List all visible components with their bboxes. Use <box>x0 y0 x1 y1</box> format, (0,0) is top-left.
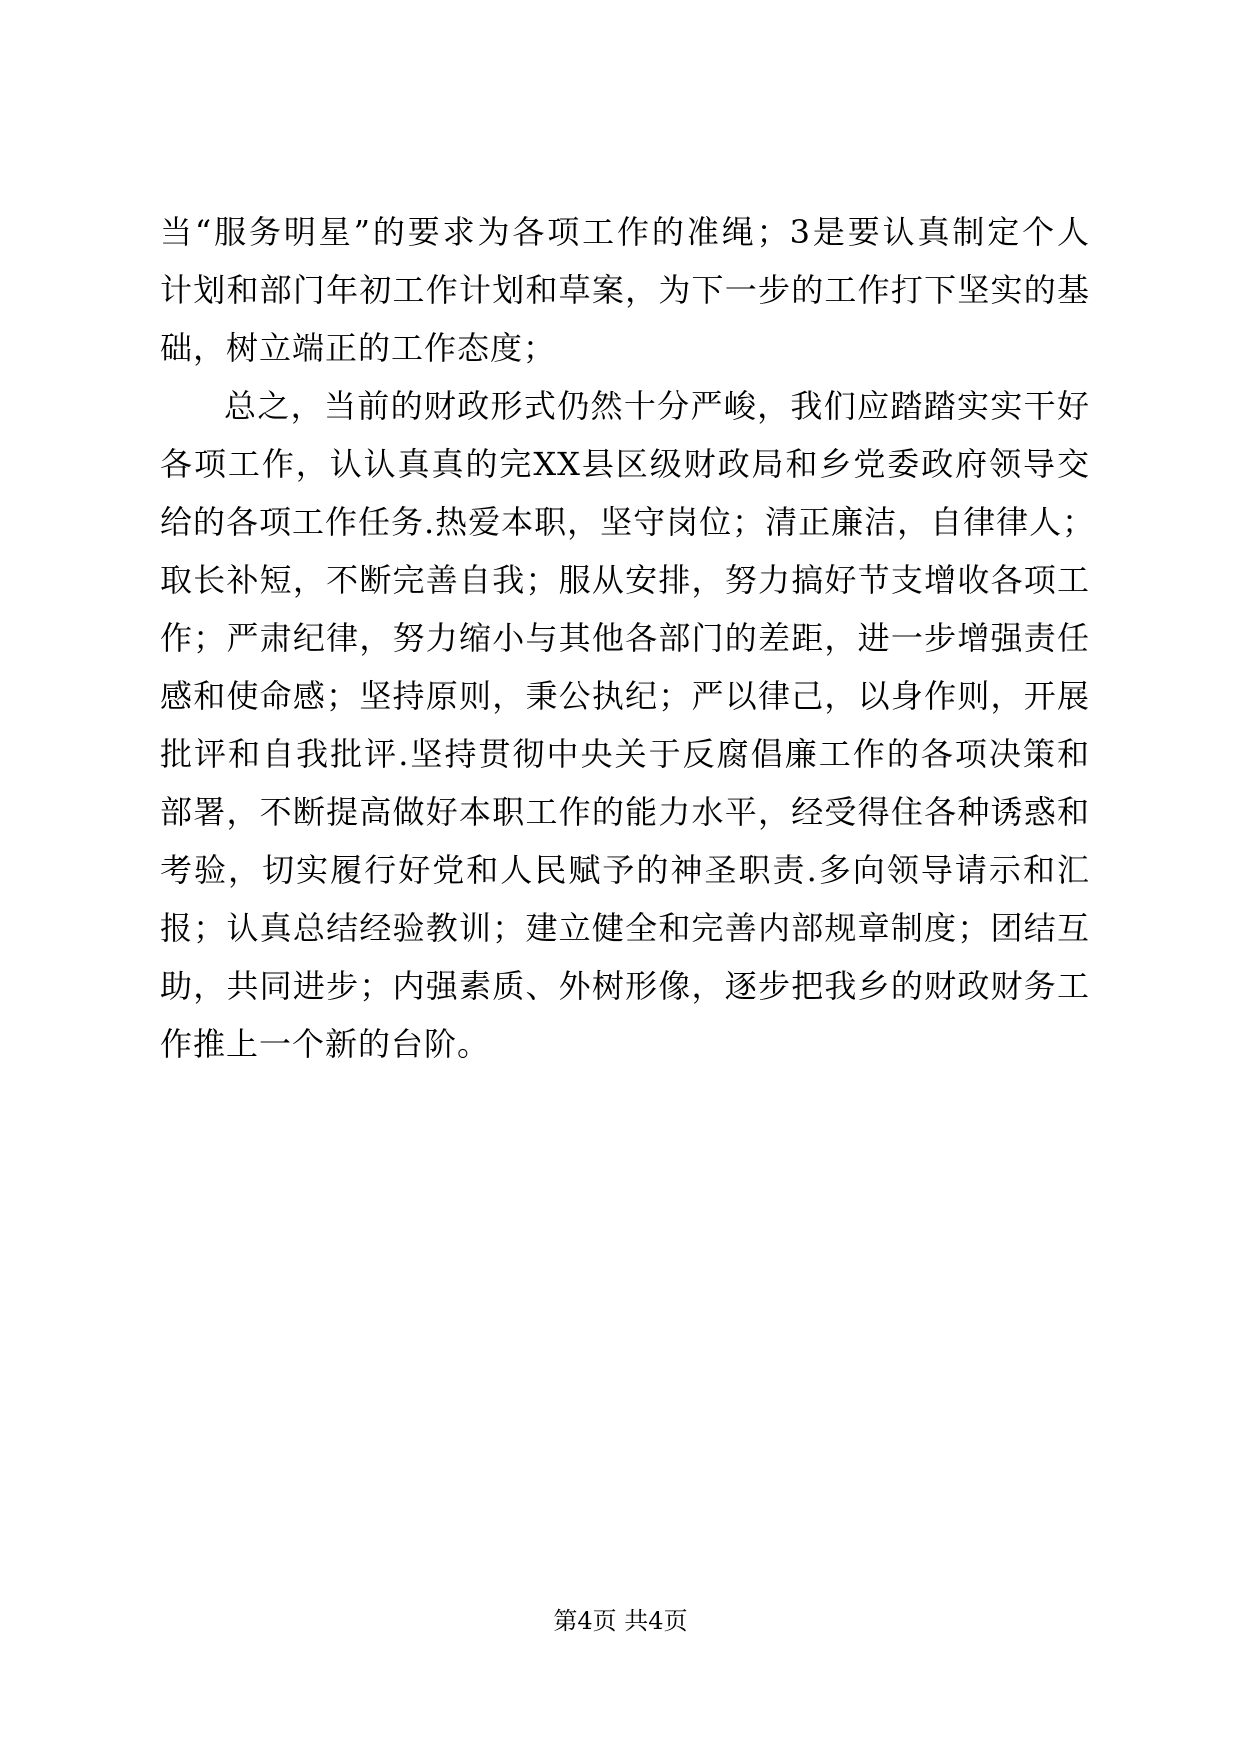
paragraph-first-line: 总之，当前的财政形式仍然十分严峻，我们应踏踏实实干好 <box>224 387 1090 425</box>
paragraph-line: 取长补短，不断完善自我；服从安排，努力搞好节支增收各项工 <box>160 561 1090 599</box>
paragraph-line: 作推上一个新的台阶。 <box>160 1025 491 1063</box>
paragraph-line: 当“服务明星”的要求为各项工作的准绳；3是要认真制定个人 <box>160 213 1090 251</box>
paragraph-line: 部署，不断提高做好本职工作的能力水平，经受得住各种诱惑和 <box>160 793 1090 831</box>
paragraph-line: 础，树立端正的工作态度； <box>160 329 557 367</box>
paragraph-line: 批评和自我批评.坚持贯彻中央关于反腐倡廉工作的各项决策和 <box>160 735 1090 773</box>
paragraph-line: 给的各项工作任务.热爱本职，坚守岗位；清正廉洁，自律律人； <box>160 503 1096 541</box>
paragraph-line: 各项工作，认认真真的完XX县区级财政局和乡党委政府领导交 <box>160 445 1090 483</box>
paragraph-line: 考验，切实履行好党和人民赋予的神圣职责.多向领导请示和汇 <box>160 851 1090 889</box>
paragraph-line: 计划和部门年初工作计划和草案，为下一步的工作打下坚实的基 <box>160 271 1090 309</box>
paragraph-line: 感和使命感；坚持原则，秉公执纪；严以律己，以身作则，开展 <box>160 677 1090 715</box>
paragraph-line: 报；认真总结经验教训；建立健全和完善内部规章制度；团结互 <box>160 909 1090 947</box>
page-number: 第4页 共4页 <box>553 1607 688 1635</box>
paragraph-line: 助，共同进步；内强素质、外树形像，逐步把我乡的财政财务工 <box>160 967 1090 1005</box>
paragraph-line: 作；严肃纪律，努力缩小与其他各部门的差距，进一步增强责任 <box>160 619 1090 657</box>
